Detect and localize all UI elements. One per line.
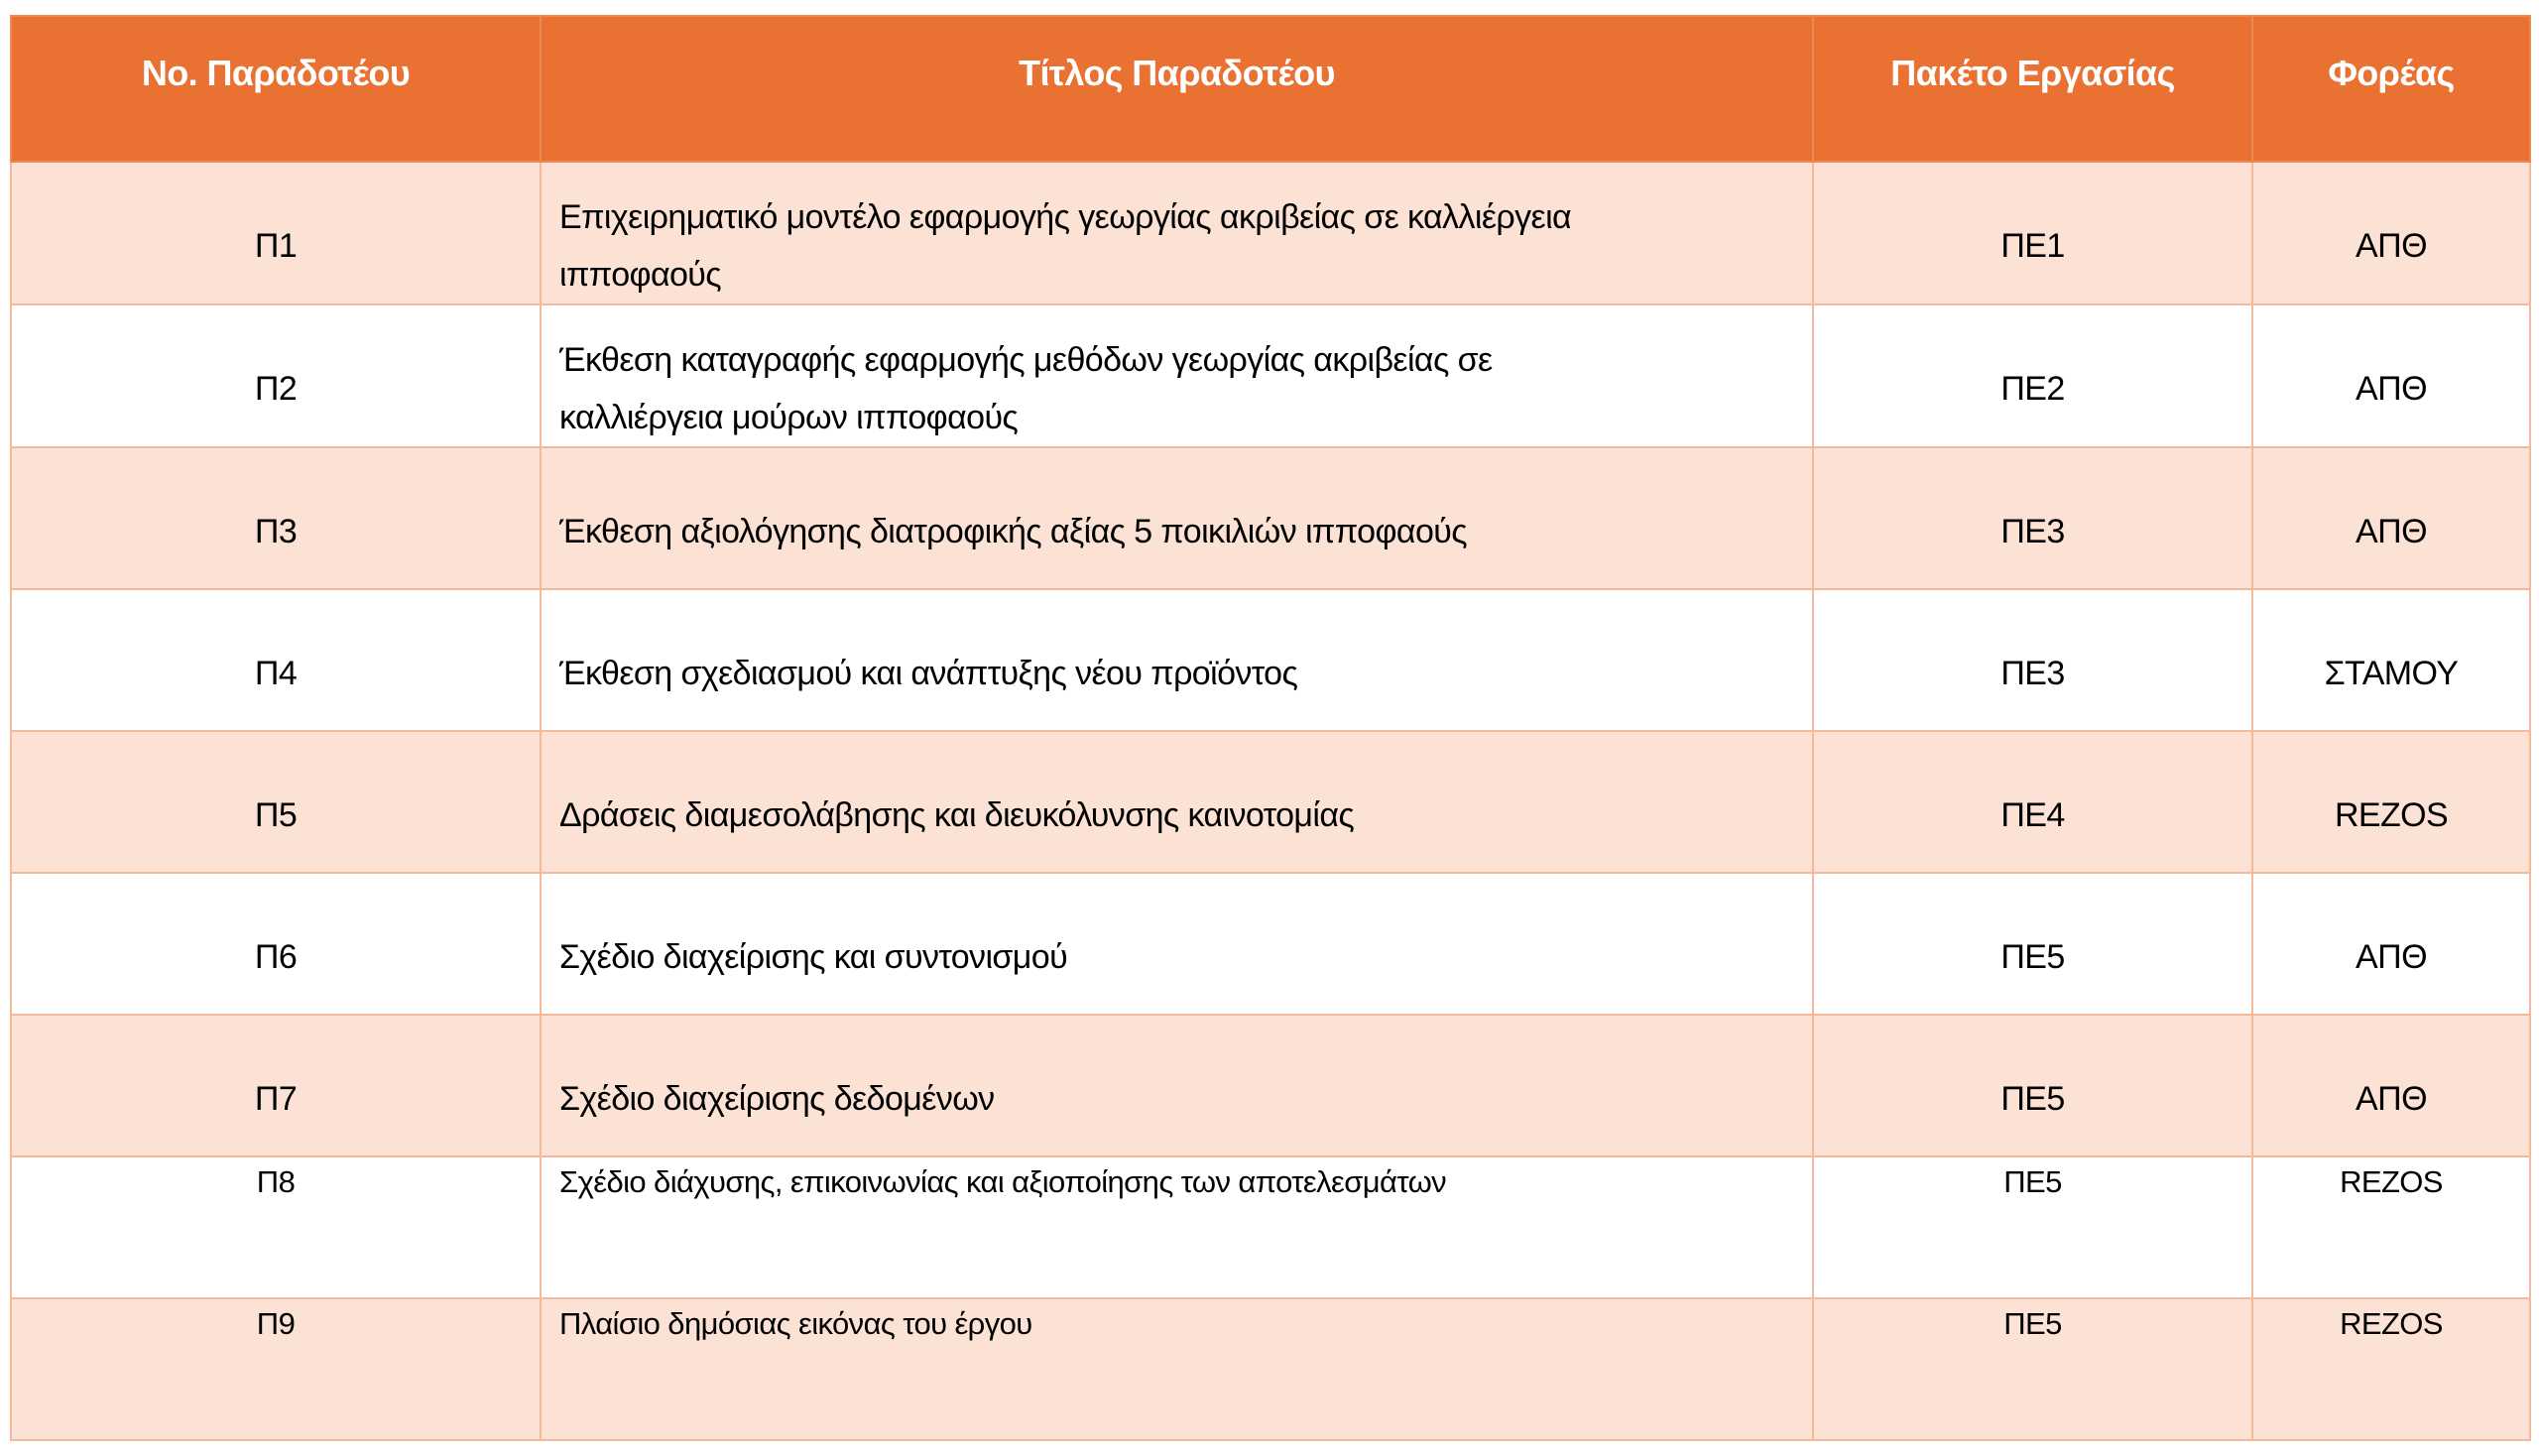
work-package-cell [1813, 731, 2252, 873]
organization-cell [2252, 447, 2530, 589]
deliverable-title-cell [541, 447, 1813, 589]
deliverable-title [542, 163, 1812, 303]
organization: ΑΠΘ [2356, 1080, 2427, 1118]
deliverable-no-cell [11, 447, 541, 589]
deliverable-no: Π1 [254, 227, 298, 265]
header-label: Τίτλος Παραδοτέου [1019, 53, 1335, 93]
deliverable-title-cell [541, 304, 1813, 447]
deliverable-no-cell [11, 873, 541, 1015]
table-row [11, 589, 2530, 731]
deliverable-no-cell [11, 1156, 541, 1298]
organization: REZOS [2334, 796, 2449, 834]
table-row [11, 873, 2530, 1015]
deliverable-title-line: Δράσεις διαμεσολάβησης και διευκόλυνσης καινοτομίας [559, 796, 1355, 834]
work-package: ΠΕ1 [2000, 227, 2065, 265]
table-row [11, 1298, 2530, 1440]
table-row [11, 447, 2530, 589]
header-label: Πακέτο Εργασίας [1890, 53, 2175, 93]
work-package: ΠΕ5 [2000, 1080, 2065, 1118]
header-organization [2252, 16, 2530, 162]
work-package: ΠΕ4 [2000, 796, 2065, 834]
organization: ΑΠΘ [2356, 938, 2427, 976]
deliverable-title-line: Επιχειρηματικό μοντέλο εφαρμογής γεωργίας ακριβείας σε καλλιέργεια [559, 198, 1572, 236]
work-package: ΠΕ2 [2000, 370, 2065, 408]
work-package: ΠΕ3 [2000, 655, 2065, 692]
table-header-row [11, 16, 2530, 162]
deliverable-title-cell [541, 1156, 1813, 1298]
deliverable-title [542, 590, 1812, 702]
deliverable-no: Π3 [254, 513, 298, 550]
deliverable-title-line: ιπποφαούς [559, 256, 722, 294]
organization-cell [2252, 1015, 2530, 1156]
work-package: ΠΕ5 [2003, 1164, 2062, 1199]
organization: ΣΤΑΜΟΥ [2324, 655, 2459, 692]
deliverable-title-cell [541, 1015, 1813, 1156]
deliverable-no-cell [11, 162, 541, 304]
deliverable-title [542, 732, 1812, 844]
deliverable-title [542, 1016, 1812, 1128]
work-package: ΠΕ5 [2000, 938, 2065, 976]
deliverable-title-line: καλλιέργεια μούρων ιπποφαούς [559, 399, 1019, 436]
table-row [11, 1156, 2530, 1298]
organization-cell [2252, 731, 2530, 873]
deliverable-no: Π6 [254, 938, 298, 976]
organization-cell [2252, 589, 2530, 731]
work-package-cell [1813, 873, 2252, 1015]
header-deliverable-no [11, 16, 541, 162]
deliverable-title-cell [541, 162, 1813, 304]
work-package: ΠΕ5 [2003, 1306, 2062, 1341]
table-row [11, 162, 2530, 304]
deliverable-title-line: Έκθεση σχεδιασμού και ανάπτυξης νέου προϊόντος [559, 655, 1298, 692]
deliverable-title-line: Έκθεση καταγραφής εφαρμογής μεθόδων γεωργίας ακριβείας σε [559, 341, 1493, 379]
work-package-cell [1813, 162, 2252, 304]
deliverable-no-cell [11, 589, 541, 731]
deliverable-no-cell [11, 1015, 541, 1156]
deliverable-no: Π4 [254, 655, 298, 692]
deliverable-no: Π2 [254, 370, 298, 408]
deliverable-title-line: Σχέδιο διαχείρισης και συντονισμού [559, 938, 1068, 976]
header-work-package [1813, 16, 2252, 162]
deliverable-title-line: Σχέδιο διάχυσης, επικοινωνίας και αξιοποίησης των αποτελεσμάτων [559, 1164, 1447, 1199]
deliverable-title [542, 1157, 1812, 1207]
table-row [11, 1015, 2530, 1156]
deliverable-no: Π5 [254, 796, 298, 834]
work-package: ΠΕ3 [2000, 513, 2065, 550]
deliverable-title-line: Σχέδιο διαχείρισης δεδομένων [559, 1080, 995, 1118]
table-row [11, 304, 2530, 447]
organization-cell [2252, 1156, 2530, 1298]
deliverable-title [542, 1299, 1812, 1349]
organization: REZOS [2340, 1164, 2443, 1199]
deliverable-no-cell [11, 1298, 541, 1440]
deliverable-title-cell [541, 873, 1813, 1015]
work-package-cell [1813, 1015, 2252, 1156]
organization-cell [2252, 162, 2530, 304]
deliverable-no-cell [11, 731, 541, 873]
organization: ΑΠΘ [2356, 513, 2427, 550]
organization: ΑΠΘ [2356, 370, 2427, 408]
work-package-cell [1813, 1156, 2252, 1298]
work-package-cell [1813, 447, 2252, 589]
deliverable-title-line: Πλαίσιο δημόσιας εικόνας του έργου [559, 1306, 1032, 1341]
header-label: Φορέας [2328, 53, 2455, 93]
table-row [11, 731, 2530, 873]
deliverable-title-line: Έκθεση αξιολόγησης διατροφικής αξίας 5 ποικιλιών ιπποφαούς [559, 513, 1468, 550]
deliverable-title [542, 448, 1812, 560]
work-package-cell [1813, 1298, 2252, 1440]
deliverable-no: Π8 [256, 1164, 296, 1199]
organization: ΑΠΘ [2356, 227, 2427, 265]
deliverable-title-cell [541, 731, 1813, 873]
organization: REZOS [2340, 1306, 2443, 1341]
deliverable-no-cell [11, 304, 541, 447]
deliverables-table [10, 15, 2531, 1441]
organization-cell [2252, 1298, 2530, 1440]
deliverable-title [542, 305, 1812, 446]
deliverable-title [542, 874, 1812, 986]
deliverable-no: Π9 [256, 1306, 296, 1341]
work-package-cell [1813, 304, 2252, 447]
deliverable-title-cell [541, 1298, 1813, 1440]
deliverable-title-cell [541, 589, 1813, 731]
deliverable-no: Π7 [254, 1080, 298, 1118]
organization-cell [2252, 873, 2530, 1015]
header-label: No. Παραδοτέου [141, 53, 411, 93]
organization-cell [2252, 304, 2530, 447]
header-deliverable-title [541, 16, 1813, 162]
work-package-cell [1813, 589, 2252, 731]
